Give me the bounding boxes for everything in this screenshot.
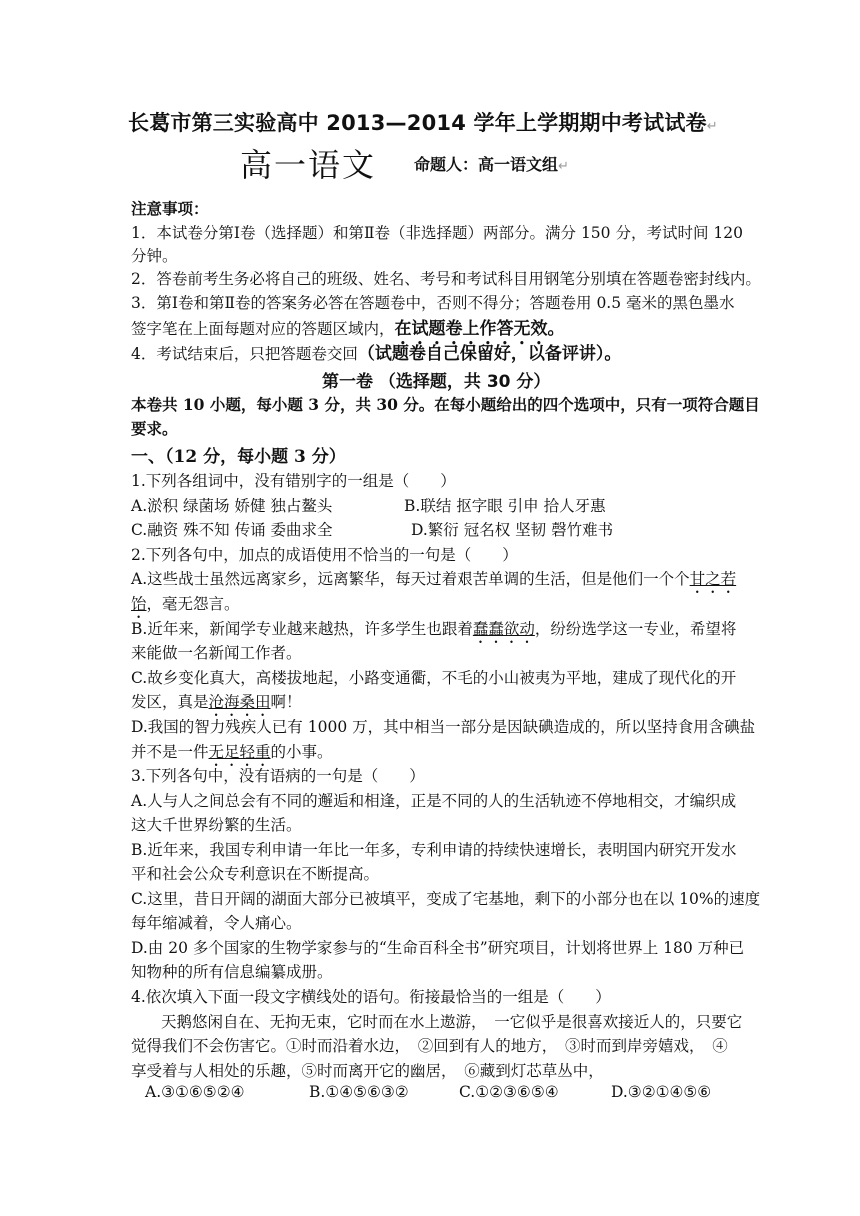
part-one-intro-cont: 要求。 — [131, 419, 178, 438]
q4-passage: 天鹅悠闲自在、无拘无束，它时而在水上遨游， 一它似乎是很喜欢接近人的，只要它 — [161, 1013, 743, 1031]
q4-passage-cont: 觉得我们不会伤害它。①时而沿着水边， ②回到有人的地方， ③时而到岸旁嬉戏， ④ — [131, 1037, 728, 1055]
note-2: 2．答卷前考生务必将自己的班级、姓名、考号和考试科目用钢笔分别填在答题卷密封线内。 — [131, 270, 761, 288]
q4-option-a: A.③①⑥⑤②④ — [145, 1083, 245, 1101]
part-one-intro: 本卷共 10 小题，每小题 3 分，共 30 分。在每小题给出的四个选项中，只有一项符合题目 — [131, 395, 760, 414]
q3-option-b: B.近年来，我国专利申请一年比一年多，专利申请的持续快速增长，表明国内研究开发水 — [131, 841, 737, 859]
q4-stem: 4.依次填入下面一段文字横线处的语句。衔接最恰当的一组是（ ） — [131, 988, 611, 1006]
emphasis-text: （试题卷自己保留好，以备评讲） — [357, 344, 605, 364]
subject-heading: 高一语文 — [240, 146, 377, 184]
notes-heading: 注意事项： — [131, 199, 209, 218]
q2-option-c: C.故乡变化真大，高楼拔地起，小路变通衢，不毛的小山被夷为平地，建成了现代化的开 — [131, 669, 737, 687]
q4-option-b: B.①④⑤⑥③② — [309, 1083, 409, 1101]
q1-option-c: C.融资 殊不知 传诵 委曲求全 — [131, 521, 333, 539]
q3-option-a-cont: 这大千世界纷繁的生活。 — [131, 816, 302, 834]
q4-option-d: D.③②①④⑤⑥ — [611, 1083, 712, 1101]
section-one-heading: 一、（12 分，每小题 3 分） — [131, 447, 346, 467]
q3-option-a: A.人与人之间总会有不同的邂逅和相逢，正是不同的人的生活轨迹不停地相交，才编织成 — [131, 792, 737, 810]
paragraph-mark-icon: ↵ — [558, 159, 569, 174]
q1-option-d: D.繁衍 冠名权 坚韧 磬竹难书 — [411, 521, 614, 539]
q2-option-d-cont: 并不是一件无足轻重的小事。 — [131, 743, 333, 761]
q4-passage-cont: 享受着与人相处的乐趣，⑤时而离开它的幽居， ⑥藏到灯芯草丛中， — [131, 1062, 604, 1080]
q2-option-a: A.这些战士虽然远离家乡，远离繁华，每天过着艰苦单调的生活，但是他们一个个甘之若 — [131, 570, 737, 588]
q3-option-c-cont: 每年缩减着，令人痛心。 — [131, 914, 302, 932]
note-3: 3．第Ⅰ卷和第Ⅱ卷的答案务必答在答题卷中，否则不得分；答题卷用 0.5 毫米的黑色墨水 — [131, 294, 735, 312]
part-one-heading: 第一卷 （选择题，共 30 分） — [322, 372, 551, 392]
q1-option-b: B.联结 抠字眼 引申 拾人牙惠 — [404, 497, 606, 515]
note-1-cont: 分钟。 — [131, 247, 178, 265]
q2-option-b: B.近年来，新闻学专业越来越热，许多学生也跟着蠢蠢欲动，纷纷选学这一专业，希望将 — [131, 620, 737, 638]
note-4: 4．考试结束后，只把答题卷交回（试题卷自己保留好，以备评讲）。 — [131, 344, 622, 364]
note-3-cont: 签字笔在上面每题对应的答题区域内，在试题卷上作答无效。 — [131, 319, 565, 339]
q2-stem: 2.下列各句中，加点的成语使用不恰当的一句是（ ） — [131, 546, 518, 564]
q2-option-c-cont: 发区，真是沧海桑田啊！ — [131, 693, 302, 711]
q1-option-a: A.淤积 绿菌场 娇健 独占鳌头 — [131, 497, 333, 515]
emphasis-text: 在试题卷上作答无效 — [394, 319, 548, 339]
paragraph-mark-icon: ↵ — [706, 119, 718, 134]
q1-stem: 1.下列各组词中，没有错别字的一组是（ ） — [131, 472, 456, 490]
q2-option-b-cont: 来能做一名新闻工作者。 — [131, 644, 302, 662]
q2-option-a-cont: 饴，毫无怨言。 — [131, 595, 240, 613]
q3-option-c: C.这里，昔日开阔的湖面大部分已被填平，变成了宅基地，剩下的小部分也在以 10%的速度 — [131, 890, 761, 908]
q3-option-d-cont: 知物种的所有信息编纂成册。 — [131, 963, 333, 981]
q3-option-b-cont: 平和社会公众专利意识在不断提高。 — [131, 865, 380, 883]
exam-title: 长葛市第三实验高中 2013—2014 学年上学期期中考试试卷↵ — [128, 111, 718, 135]
author-line: 命题人：高一语文组↵ — [414, 155, 569, 174]
q4-option-c: C.①②③⑥⑤④ — [459, 1083, 559, 1101]
q3-stem: 3.下列各句中，没有语病的一句是（ ） — [131, 767, 425, 785]
q3-option-d: D.由 20 多个国家的生物学家参与的“生命百科全书”研究项目，计划将世界上 180 万种已 — [131, 939, 745, 957]
note-1: 1．本试卷分第Ⅰ卷（选择题）和第Ⅱ卷（非选择题）两部分。满分 150 分，考试时间 120 — [131, 224, 743, 242]
q2-option-d: D.我国的智力残疾人已有 1000 万，其中相当一部分是因缺碘造成的，所以坚持食用含碘盐 — [131, 718, 756, 736]
